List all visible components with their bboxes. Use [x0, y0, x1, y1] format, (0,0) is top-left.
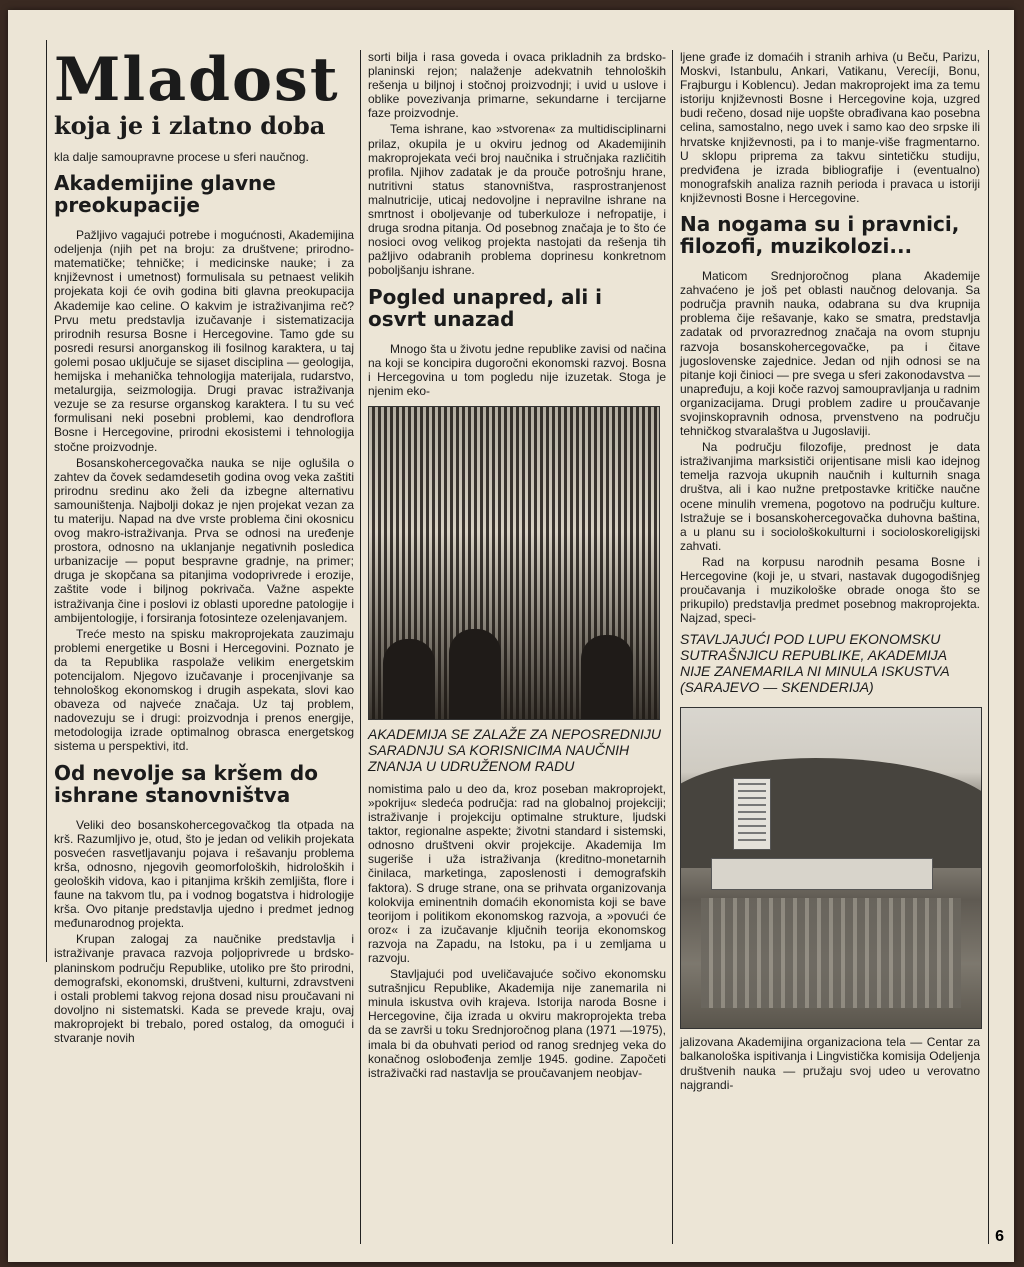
section-heading: Na nogama su i pravnici, filozofi, muzikolozi... [680, 212, 960, 259]
paragraph: Na području filozofije, prednost je data istraživanjima marksističi orijentisane misli kao idejnog temelja razvoja ukupnih naučnih i kulturnih snaga društva, ali i kao nužne pretpostavke kritičke naučne ocene minulih vremena, pogotovo na području kulture. Istražuje se i bosanskohercegovačka duhovna baština, a u planu su i sociološkokulturni i socioloskoreligijski zahvati. [680, 440, 980, 553]
section-heading: Pogled unapred, ali i osvrt unazad [368, 284, 603, 331]
paragraph: Veliki deo bosanskohercegovačkog tla otpada na krš. Razumljivo je, otud, što je jedan od velikih projekata posvećen rasvetljavanju pojava i rešavanju problema krša, odnosno, njegovih geomorfoloških, hidroloških i geoloških vidova, kao i pitanjima krških zemljišta, flore i faune na takvom tlu, pa i vodnog bogatstva i hidrologije krša. Ovo pitanje predstavlja ujedno i predmet jednog međunarodnog projekta. [54, 817, 354, 931]
paragraph: Tema ishrane, kao »stvorena« za multidisciplinarni prilaz, okupila je u okviru jednog od Akademijinih makroprojekata veći broj naučnika i stručnjaka različitih profila. Njihov zadatak je da prouče potrošnju hrane, nutritivni status stanovništva, rasprostranjenost malnutricije, uticaj nedovoljne i nepravilne ishrane na smrtnost i oboljevanje od tuberkuloze i nefropatije, i druga srodna pitanja. Od posebnog značaja je to što će nosioci ovog velikog projekta nastojati da rešenja tih pažljivo odabranih problema doprinesu konkretnom poboljšanju ishrane. [368, 122, 666, 278]
column-rule [672, 50, 673, 1244]
page-number: 6 [995, 1228, 1004, 1245]
photo-parking-lot [701, 898, 961, 1008]
paragraph: jalizovana Akademijina organizaciona tela — Centar za balkanološka ispitivanja i Lingvistička komisija Odeljenja društvenih nauka — pružaju svoj udeo u verovatno najgrandi- [680, 1035, 980, 1092]
column-1 [54, 45, 354, 1047]
paragraph: nomistima palo u deo da, kroz poseban makroprojekt, »pokriju« sledeća područja: rad na globalnoj projekciji; istraživanje i projekciju optimalne strukture, ljudski taktor, regionalne aspekte; životni standard i sistemski, odnosno društveni okvir projekcije. Akademija Im sugeriše i uža istraživanja (kreditno-monetarnih činilaca, marketinga, zaposlenosti i demografskih faktora). S druge strane, ona se prihvata organizovanja kolokvija eminentnih domaćih ekonomista koji se bave teorijom i politikom ekonomskog razvoja, a »povući će oroz« i za izučavanje ključnih teorija ekonomskog razvoja na Zapadu, na Istoku, pa i u zemljama u razvoju. [368, 781, 666, 965]
masthead-subtitle: koja je i zlatno doba [54, 111, 326, 140]
paragraph: Mnogo šta u životu jedne republike zavisi od načina na koji se koncipira dugoročni ekonomski razvoj. Bosna i Hercegovina u tom pogledu nije izuzetak. Stoga je njenim eko- [368, 341, 666, 398]
photo-building [711, 858, 933, 890]
photo-caption: STAVLJAJUĆI POD LUPU EKONOMSKU SUTRAŠNJICU REPUBLIKE, AKADEMIJA NIJE ZANEMARILA NI MINULA ISKUSTVA (SARAJEVO — SKENDERIJA) [680, 631, 950, 696]
workers-photo [368, 406, 660, 720]
column-rule [46, 40, 47, 962]
column-rule [988, 50, 989, 1244]
worker-figure [383, 639, 435, 719]
paragraph: Treće mesto na spisku makroprojekata zauzimaju problemi energetike u Bosni i Hercegovini. Poznato je da ta Republika raspolaže velikim energetskim potencijalom. Njegovo izučavanje i procenjivanje sa tehnološkog ekonomskog i drugih aspekata, slovi kao obaveza od najveće značaja. Uz taj problem, nadovezuju se i drugi: proizvodnja i prenos energije, metodologija izrade optimalnog obrasca energetskog sistema u perspektivi, itd. [54, 626, 354, 754]
paragraph: ljene građe iz domaćih i stranih arhiva (u Beču, Parizu, Moskvi, Istanbulu, Ankari, Vatikanu, Verecíji, Bonu, Frajburgu i Koblencu). Jedan makroprojekt ima za temu istoriju književnosti Bosne i Hercegovine koja, uzgred budi rečeno, dosad nije uopšte obrađivana kao posebna celina, samostalno, nego uvek i samo kao deo srpske ili hrvatske književnosti, pa i to manje-više fragmentarno. U sklopu priprema za takvu sintetičku studiju, predviđena je izrada bibliografije i (eventualno) monografskih analiza raznih perioda i pravaca u istoriji književnosti Bosne i Hercegovine. [680, 50, 980, 205]
sarajevo-photo [680, 707, 982, 1029]
section-heading: Od nevolje sa kršem do ishrane stanovništva [54, 760, 318, 807]
worker-figure [449, 629, 501, 719]
column-3 [680, 50, 980, 1094]
photo-tower [733, 778, 771, 850]
photo-caption: AKADEMIJA SE ZALAŽE ZA NEPOSREDNIJU SARADNJU SA KORISNICIMA NAUČNIH ZNANJA U UDRUŽENOM RADU [368, 725, 662, 774]
paragraph: kla dalje samoupravne procese u sferi naučnog. [54, 150, 309, 164]
paragraph: Rad na korpusu narodnih pesama Bosne i Hercegovine (koji je, u stvari, nastavak dugogodišnjeg proučavanja i muzikološke obrade onoga što se prikupilo) predstavlja predmet posebnog makroprojekta. Najzad, speci- [680, 554, 980, 626]
paragraph: Bosanskohercegovačka nauka se nije oglušila o zahtev da čovek sedamdesetih godina ovog veka zaštiti prirodnu sredinu ako želi da izbegne alternativu samouništenja. Najbolji dokaz je njen projekat vezan za tu materiju. Napad na dve vrste problema čini okosnicu ovog makro-istraživanja. Prva se odnosi na uređenje prostora, odnosno na uklanjanje negativnih posledica urbanizacije — poput bespravne gradnje, na primer; druga je skopčana sa pitanjima vodoprivrede i erozije, zaštite vode i biljnog pokrivača. Važne aspekte istraživanja čine i poslovi iz oblasti uporedne patologije i ambijentologije, i forsiranja fotosinteze ozelenjavanjem. [54, 455, 354, 625]
paragraph: Pažljivo vagajući potrebe i mogućnosti, Akademijina odeljenja (njih pet na broju: za društvene; prirodno-matematičke; tehničke; i medicinske nauke; i za književnost i umetnost) formulisala su petnaest velikih projekata koji će ovih godina biti glavna preokupacija Akademije kao celine. O kakvim je istraživanjima reč? Prvu metu predstavlja izučavanje i sistematizacija prirodnih resursa Bosne i Hercegovine. Tamo gde su posredi resursi anorganskog ili fosilnog karaktera, u taj golemi posao uključuje se sijaset disciplina — geologija, hemijska i mehanička tehnologija materijala, rudarstvo, metalurgija, seizmologija. Drugi pravac istraživanja vezuje se za resurse organskog karaktera. I tu su već formulisani neki posebni problemi, kao dendroflora Bosne i Hercegovine, prirodni ekosistemi i tehnologija stočne proizvodnje. [54, 228, 354, 454]
magazine-page [8, 10, 1014, 1262]
photo-hills [680, 758, 982, 868]
section-heading: Akademijine glavne preokupacije [54, 171, 276, 218]
column-2 [368, 50, 666, 1082]
paragraph: Krupan zalogaj za naučnike predstavlja i istraživanje pravaca razvoja poljoprivrede u brdsko-planinskom području Republike, utoliko pre što prirodni, demografski, ekonomski, društveni, kulturni, zdravstveni i ostali problemi takvog rejona dosad nisu proučavani ni dovoljno ni sistematski. Kada se prevede kraju, ovaj makroprojekt bi trebalo, pored ostalog, da omogući i stvaranje novih [54, 932, 354, 1045]
column-rule [360, 50, 361, 1244]
worker-figure [581, 635, 633, 719]
masthead-title: Mladost [54, 45, 340, 115]
paragraph: sorti bilja i rasa goveda i ovaca prikladnih za brdsko-planinski rejon; nalaženje adekvatnih tehnoloških rešenja u biljnoj i stočnoj proizvodnji; i uvid u uslove i oblike povezivanja primarne, sekundarne i tercijarne faze proizvodnje. [368, 50, 666, 121]
paragraph: Stavljajući pod uveličavajuće sočivo ekonomsku sutrašnjicu Republike, Akademija nije zanemarila ni minula iskustva ovih krajeva. Istorija naroda Bosne i Hercegovine, čija izrada u okviru makroprojekta treba da se završi u toku Srednjoročnog plana (1971 —1975), imala bi da obuhvati period od ranog srednjeg veka do konačnog oslobođenja zemlje 1945. godine. Započeti istraživački rad nastavlja se proučavanjem neobjav- [368, 967, 666, 1080]
paragraph: Maticom Srednjoročnog plana Akademije zahvaćeno je još pet oblasti naučnog delovanja. Sa područja pravnih nauka, odabrana su dva krupnija problema čije rešavanje, kako se smatra, predstavlja zadatak od prvorazrednog značaja na ovom stupnju razvoja bosanskohercegovačke, pa i čitave jugoslovenske zajednice. Jedan od njih odnosi se na pitanje koji činioci — pre svega u sferi zakonodavstva — unapređuju, a koji koče razvoj samoupravljanja u radnim organizacijama. Drugi problem zadire u proučavanje svojinskopravnih odnosa, prvenstveno na području tehničkog stvaralaštva u Jugoslaviji. [680, 269, 980, 439]
